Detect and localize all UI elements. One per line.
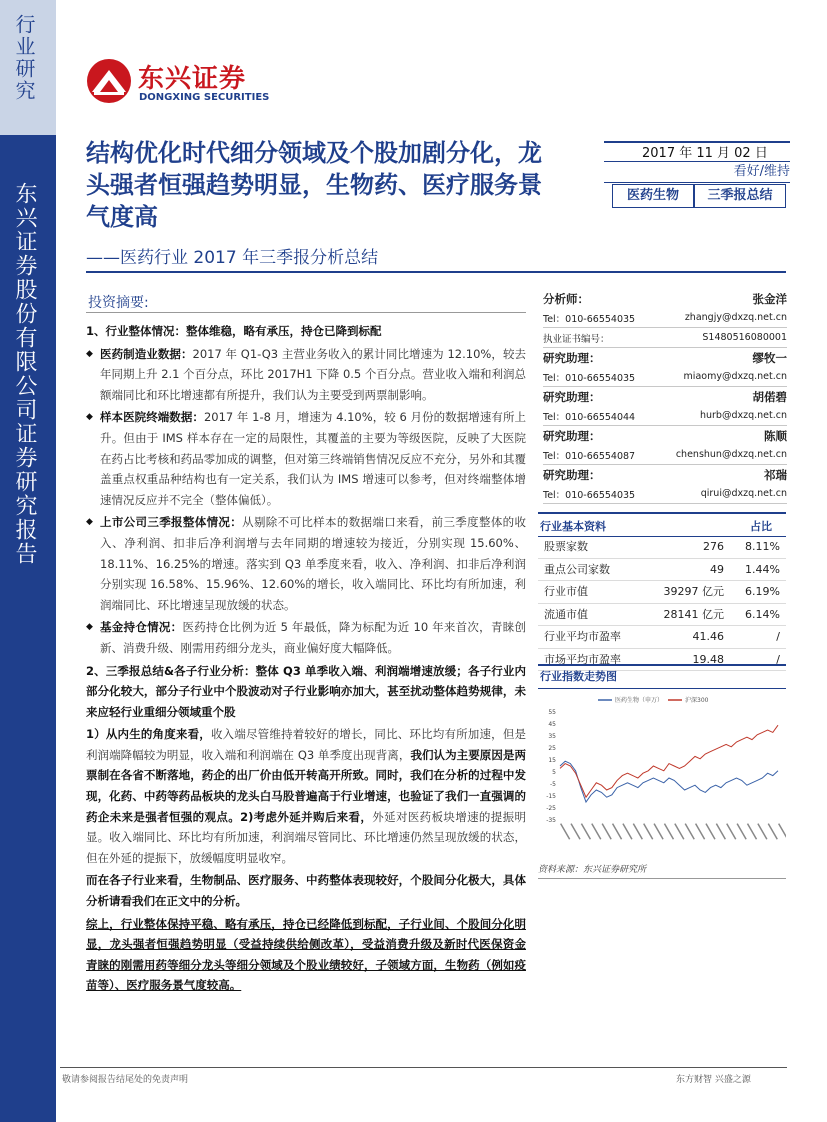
x-tick-mark bbox=[591, 823, 601, 839]
stats-table-header bbox=[538, 512, 786, 537]
analyst-row: 分析师： 张金洋 bbox=[543, 291, 787, 306]
source-divider bbox=[538, 878, 786, 879]
stats-heading: 行业基本资料 bbox=[540, 520, 606, 533]
analyst-contact: Tel：010-66554035 qirui@dxzq.net.cn bbox=[543, 484, 787, 504]
bullet-fund-holdings: ◆ 基金持仓情况：医药持仓比例为近 5 年最低，降为标配为近 10 年来首次，青睐创新、消费升级、刚需用药细分龙头，商业偏好度大幅降低。 bbox=[86, 617, 526, 658]
x-tick-mark bbox=[747, 823, 757, 839]
section-1-heading: 1、行业整体情况：整体维稳，略有承压，持仓已降到标配 bbox=[86, 324, 382, 338]
analyst-contact: Tel：010-66554035 zhangjy@dxzq.net.cn bbox=[543, 308, 787, 328]
analyst-contact: Tel：010-66554035 miaomy@dxzq.net.cn bbox=[543, 367, 787, 387]
x-tick-mark bbox=[757, 823, 767, 839]
sidebar-firm-report: 东兴证券股份有限公司证券研究报告 bbox=[12, 182, 37, 566]
table-row: 股票家数 276 8.11% bbox=[538, 536, 786, 559]
stats-table bbox=[538, 536, 786, 671]
logo-english-name: DONGXING SECURITIES bbox=[139, 92, 270, 103]
index-trend-chart bbox=[538, 690, 786, 850]
chart-heading: 行业指数走势图 bbox=[538, 664, 786, 689]
series-line bbox=[560, 725, 778, 797]
paragraph-subsectors: 而在各子行业来看，生物制品、医疗服务、中药整体表现较好，个股间分化极大，具体分析请看我们在正文中的分析。 bbox=[86, 873, 526, 909]
y-tick-label: 55 bbox=[548, 709, 556, 716]
legend-label: 医药生物（申万） bbox=[615, 697, 664, 704]
legend-label: 沪深300 bbox=[685, 697, 709, 704]
x-tick-mark bbox=[602, 823, 612, 839]
y-tick-label: 15 bbox=[548, 757, 556, 764]
analyst-row: 研究助理： 胡偌碧 bbox=[543, 389, 787, 404]
sidebar-category: 行业研究 bbox=[12, 14, 36, 102]
analyst-row: 研究助理： 缪牧一 bbox=[543, 350, 787, 365]
table-row: 行业平均市盈率 41.46 / bbox=[538, 626, 786, 649]
title-divider bbox=[86, 271, 786, 273]
y-tick-label: -25 bbox=[546, 805, 556, 812]
y-tick-label: 45 bbox=[548, 721, 556, 728]
chart-source: 资料来源：东兴证券研究所 bbox=[538, 865, 647, 875]
x-tick-mark bbox=[643, 823, 653, 839]
rating: 看好/维持 bbox=[604, 161, 790, 183]
analyst-list bbox=[543, 289, 787, 504]
x-tick-mark bbox=[778, 823, 786, 839]
analyst-contact: Tel：010-66554044 hurb@dxzq.net.cn bbox=[543, 406, 787, 426]
x-tick-mark bbox=[716, 823, 726, 839]
conclusion: 综上，行业整体保持平稳、略有承压，持仓已经降低到标配，子行业间、个股间分化明显，龙头强者恒强趋势明显（受益持续供给侧改革），受益消费升级及新时代医保资金青睐的刚需用药等细分龙头等细分领域及个股业绩较好，子领域方面，生物药（例如疫苗等）、医疗服务景气度较高。 bbox=[86, 916, 526, 993]
footer-divider bbox=[60, 1067, 787, 1068]
paragraph-organic: 1）从内生的角度来看，收入端尽管维持着较好的增长，同比、环比均有所加速，但是利润端降幅较为明显，收入端和利润端在 Q3 单季度出现背离，我们认为主要原因是两票制在各省不断落地，药企的出厂价由低开转高开所致。同时，我们在分析的过程中发现，化药、中药等药品板块的龙头白马股普遍高于行业增速，也验证了我们一直强调的药企未来是强者恒强的观点。2)考虑外延并购后来看，外延对医药板块增速的提振明显。收入端同比、环比均有所加速，利润端尽管同比、环比增速仍然呈现放缓的状态，但在外延的提振下，放缓幅度明显收窄。 bbox=[86, 727, 526, 865]
y-tick-label: 5 bbox=[552, 769, 556, 776]
table-row: 市场平均市盈率 19.48 / bbox=[538, 649, 786, 672]
y-tick-label: 35 bbox=[548, 733, 556, 740]
bullet-manufacturing: ◆ 医药制造业数据：2017 年 Q1-Q3 主营业务收入的累计同比增速为 12.10%，较去年同期上升 2.1 个百分点，环比 2017H1 下降 0.5 个百分点。营业收入端和利润总额端同比和环比增速都有所提升，我们认为主要受到两票制影响。 bbox=[86, 344, 526, 406]
bullet-listed-companies: ◆ 上市公司三季报整体情况：从剔除不可比样本的数据端口来看，前三季度整体的收入、净利润、扣非后净利润增与去年同期的增速较为接近，分别实现 15.60%、18.11%、16.25%的增速。落实到 Q3 单季度来看，收入、净利润、扣非后净利润分别实现 16.58%、15.96%、12.60%的增长，收入端同比、环比均有所加速，利润端同比、环比增速呈现放缓的状态。 bbox=[86, 512, 526, 615]
page-subtitle: ——医药行业 2017 年三季报分析总结 bbox=[86, 248, 379, 268]
logo-name: 东兴证券 bbox=[138, 64, 247, 94]
x-tick-mark bbox=[695, 823, 705, 839]
x-tick-mark bbox=[674, 823, 684, 839]
y-tick-label: -5 bbox=[550, 781, 556, 788]
x-tick-mark bbox=[612, 823, 622, 839]
dongxing-logo-icon bbox=[86, 58, 132, 104]
analyst-row: 研究助理： 陈顺 bbox=[543, 428, 787, 443]
report-date: 2017 年 11 月 02 日 bbox=[642, 146, 768, 161]
y-tick-label: -15 bbox=[546, 793, 556, 800]
summary-divider bbox=[86, 312, 526, 313]
table-row: 行业市值 39297 亿元 6.19% bbox=[538, 581, 786, 604]
x-tick-mark bbox=[560, 823, 570, 839]
analyst-contact: Tel：010-66554087 chenshun@dxzq.net.cn bbox=[543, 445, 787, 465]
stats-pct-header: 占比 bbox=[750, 520, 772, 533]
x-tick-mark bbox=[581, 823, 591, 839]
x-tick-mark bbox=[685, 823, 695, 839]
table-row: 流通市值 28141 亿元 6.14% bbox=[538, 604, 786, 627]
series-line bbox=[560, 761, 778, 802]
section-2-heading: 2、三季报总结&各子行业分析：整体 Q3 单季收入端、利润端增速放缓；各子行业内部分化较大，部分子行业中个股波动对子行业影响亦加大，甚至扰动整体趋势规律，未来应轻行业重细分领域重个股 bbox=[86, 663, 526, 719]
analyst-row: 研究助理： 祁瑞 bbox=[543, 467, 787, 482]
bullet-hospital: ◆ 样本医院终端数据：2017 年 1-8 月，增速为 4.10%，较 6 月份的数据增速有所上升。但由于 IMS 样本存在一定的局限性，其覆盖的主要为等级医院，反映了大医院在药占比考核和药品零加成的调整，但对第三终端销售情况反应不充分，另外和其覆盖重点权重品种结构也有一定关系，我们认为 IMS 增速可以参考，但对终端整体增速情况反应并不完全（整体偏低）。 bbox=[86, 407, 526, 510]
footer-slogan: 东方财智 兴盛之源 bbox=[676, 1075, 751, 1085]
analyst-cert: 执业证书编号： S1480516080001 bbox=[543, 328, 787, 348]
x-tick-mark bbox=[633, 823, 643, 839]
x-tick-mark bbox=[705, 823, 715, 839]
summary-heading: 投资摘要: bbox=[88, 295, 149, 311]
y-tick-label: 25 bbox=[548, 745, 556, 752]
table-row: 重点公司家数 49 1.44% bbox=[538, 559, 786, 582]
tag-report-type: 三季报总结 bbox=[694, 184, 786, 208]
x-tick-mark bbox=[736, 823, 746, 839]
x-tick-mark bbox=[726, 823, 736, 839]
x-tick-mark bbox=[653, 823, 663, 839]
x-tick-mark bbox=[622, 823, 632, 839]
y-tick-label: -35 bbox=[546, 817, 556, 824]
x-tick-mark bbox=[664, 823, 674, 839]
footer-disclaimer: 敬请参阅报告结尾处的免责声明 bbox=[62, 1075, 189, 1085]
page-title: 结构优化时代细分领域及个股加剧分化，龙头强者恒强趋势明显，生物药、医疗服务景气度高 bbox=[86, 139, 542, 231]
summary-body bbox=[86, 321, 526, 998]
x-tick-mark bbox=[570, 823, 580, 839]
x-tick-mark bbox=[768, 823, 778, 839]
tag-sector: 医药生物 bbox=[612, 184, 694, 208]
